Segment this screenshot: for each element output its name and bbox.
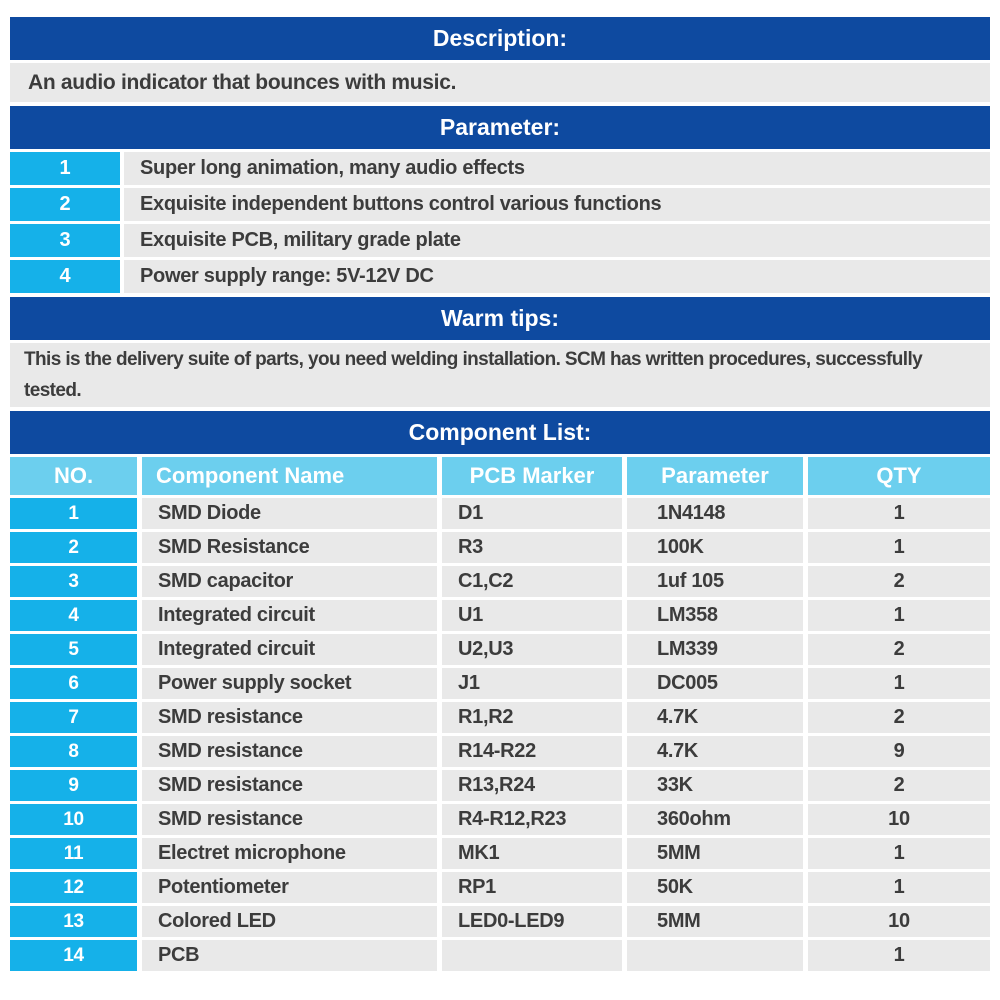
- row-number-cell: 5: [10, 634, 137, 665]
- row-number-cell: 3: [10, 566, 137, 597]
- component-table-row: [10, 770, 990, 801]
- pcb-marker-cell: C1,C2: [442, 566, 622, 597]
- pcb-marker-cell: MK1: [442, 838, 622, 869]
- parameter-row-text-cell: Power supply range: 5V-12V DC: [124, 260, 990, 293]
- component-table-body: [10, 498, 990, 971]
- parameter-section-header: [10, 106, 990, 149]
- component-table-row: [10, 702, 990, 733]
- row-number-cell: 14: [10, 940, 137, 971]
- parameter-title: Parameter:: [439, 114, 561, 140]
- parameter-cell: 5MM: [627, 906, 803, 937]
- product-info-sheet: [10, 17, 990, 974]
- warm-tips-text: This is the delivery suite of parts, you need welding installation. SCM has written procedures, successfully tested.: [24, 349, 923, 401]
- row-number-cell: 8: [10, 736, 137, 767]
- parameter-row-number-cell: 3: [10, 224, 120, 257]
- parameter-cell: 4.7K: [627, 702, 803, 733]
- parameter-cell: 360ohm: [627, 804, 803, 835]
- component-table-row: [10, 906, 990, 937]
- qty-cell: 1: [808, 940, 990, 971]
- component-table-header-row: [10, 457, 990, 495]
- qty-cell: 2: [808, 702, 990, 733]
- pcb-marker-cell: U1: [442, 600, 622, 631]
- row-number-cell: 10: [10, 804, 137, 835]
- parameter-row-text-cell: Exquisite PCB, military grade plate: [124, 224, 990, 257]
- parameter-cell: 1uf 105: [627, 566, 803, 597]
- qty-cell: 9: [808, 736, 990, 767]
- warm-tips-text-block: [10, 343, 990, 407]
- parameter-cell: 100K: [627, 532, 803, 563]
- component-name-cell: Integrated circuit: [142, 600, 437, 631]
- row-number-cell: 4: [10, 600, 137, 631]
- component-name-cell: SMD resistance: [142, 736, 437, 767]
- component-table-row: [10, 600, 990, 631]
- qty-cell: 1: [808, 532, 990, 563]
- parameter-cell: [627, 940, 803, 971]
- parameter-row: [10, 188, 990, 221]
- description-text-block: [10, 63, 990, 102]
- col-header-qty: QTY: [808, 457, 990, 495]
- parameter-row: [10, 224, 990, 257]
- parameter-row-number-cell: 4: [10, 260, 120, 293]
- parameter-row-number-cell: 2: [10, 188, 120, 221]
- pcb-marker-cell: R4-R12,R23: [442, 804, 622, 835]
- component-name-cell: SMD resistance: [142, 702, 437, 733]
- description-section-header: [10, 17, 990, 60]
- pcb-marker-cell: R3: [442, 532, 622, 563]
- qty-cell: 1: [808, 872, 990, 903]
- component-name-cell: PCB: [142, 940, 437, 971]
- parameter-row-number-cell: 1: [10, 152, 120, 185]
- warm-tips-title: Warm tips:: [441, 305, 559, 331]
- parameter-cell: 33K: [627, 770, 803, 801]
- component-name-cell: SMD resistance: [142, 770, 437, 801]
- pcb-marker-cell: R14-R22: [442, 736, 622, 767]
- parameter-cell: LM358: [627, 600, 803, 631]
- qty-cell: 2: [808, 770, 990, 801]
- col-header-parameter: Parameter: [627, 457, 803, 495]
- parameter-row-text-cell: Exquisite independent buttons control various functions: [124, 188, 990, 221]
- parameter-row: [10, 152, 990, 185]
- row-number-cell: 2: [10, 532, 137, 563]
- pcb-marker-cell: RP1: [442, 872, 622, 903]
- pcb-marker-cell: U2,U3: [442, 634, 622, 665]
- pcb-marker-cell: LED0-LED9: [442, 906, 622, 937]
- col-header-component-name: Component Name: [142, 457, 437, 495]
- component-table-row: [10, 736, 990, 767]
- parameter-row-text-cell: Super long animation, many audio effects: [124, 152, 990, 185]
- qty-cell: 10: [808, 906, 990, 937]
- component-list-title: Component List:: [408, 419, 592, 445]
- qty-cell: 10: [808, 804, 990, 835]
- component-table-row: [10, 498, 990, 529]
- row-number-cell: 11: [10, 838, 137, 869]
- component-table-row: [10, 566, 990, 597]
- description-text: An audio indicator that bounces with music.: [28, 70, 457, 94]
- pcb-marker-cell: J1: [442, 668, 622, 699]
- component-name-cell: SMD capacitor: [142, 566, 437, 597]
- row-number-cell: 7: [10, 702, 137, 733]
- parameter-cell: LM339: [627, 634, 803, 665]
- pcb-marker-cell: R13,R24: [442, 770, 622, 801]
- row-number-cell: 6: [10, 668, 137, 699]
- component-table-row: [10, 940, 990, 971]
- component-table-row: [10, 668, 990, 699]
- component-name-cell: SMD resistance: [142, 804, 437, 835]
- parameter-cell: 50K: [627, 872, 803, 903]
- row-number-cell: 12: [10, 872, 137, 903]
- component-name-cell: Integrated circuit: [142, 634, 437, 665]
- parameter-cell: 1N4148: [627, 498, 803, 529]
- parameter-cell: 4.7K: [627, 736, 803, 767]
- component-table-row: [10, 634, 990, 665]
- qty-cell: 1: [808, 838, 990, 869]
- component-table-row: [10, 532, 990, 563]
- qty-cell: 1: [808, 498, 990, 529]
- qty-cell: 2: [808, 566, 990, 597]
- component-name-cell: SMD Resistance: [142, 532, 437, 563]
- component-list-section-header: [10, 411, 990, 454]
- component-table-row: [10, 838, 990, 869]
- col-header-no: NO.: [10, 457, 137, 495]
- warm-tips-section-header: [10, 297, 990, 340]
- qty-cell: 2: [808, 634, 990, 665]
- pcb-marker-cell: R1,R2: [442, 702, 622, 733]
- component-table-row: [10, 804, 990, 835]
- row-number-cell: 9: [10, 770, 137, 801]
- component-name-cell: Potentiometer: [142, 872, 437, 903]
- component-table-row: [10, 872, 990, 903]
- pcb-marker-cell: [442, 940, 622, 971]
- component-name-cell: Power supply socket: [142, 668, 437, 699]
- col-header-pcb-marker: PCB Marker: [442, 457, 622, 495]
- component-name-cell: SMD Diode: [142, 498, 437, 529]
- qty-cell: 1: [808, 668, 990, 699]
- pcb-marker-cell: D1: [442, 498, 622, 529]
- parameter-cell: DC005: [627, 668, 803, 699]
- parameter-list: [10, 152, 990, 293]
- component-name-cell: Colored LED: [142, 906, 437, 937]
- description-title: Description:: [432, 25, 568, 51]
- parameter-row: [10, 260, 990, 293]
- row-number-cell: 1: [10, 498, 137, 529]
- component-name-cell: Electret microphone: [142, 838, 437, 869]
- row-number-cell: 13: [10, 906, 137, 937]
- qty-cell: 1: [808, 600, 990, 631]
- parameter-cell: 5MM: [627, 838, 803, 869]
